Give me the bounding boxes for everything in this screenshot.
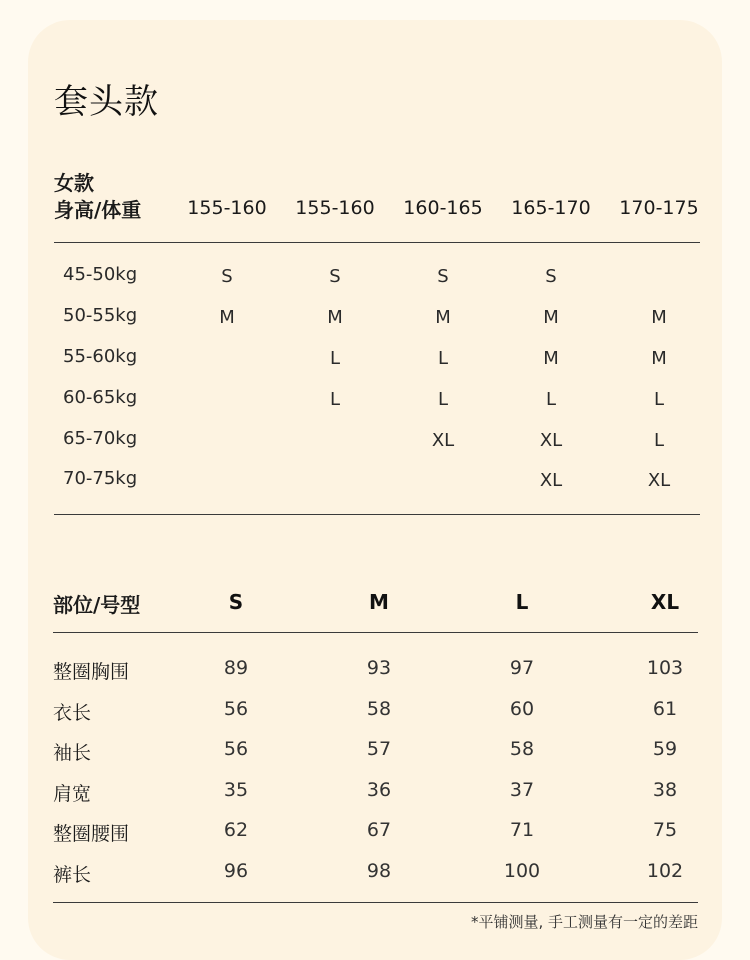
measurement-value: 57 bbox=[366, 738, 392, 760]
weight-range-label: 60-65kg bbox=[63, 387, 138, 408]
height-range-header: 155-160 bbox=[295, 197, 375, 219]
measurement-part-label: 袖长 bbox=[53, 742, 92, 764]
height-range-header: 170-175 bbox=[619, 197, 699, 219]
table1-header-line1: 女款 bbox=[54, 171, 94, 195]
size-column-header: L bbox=[515, 590, 529, 614]
measurement-part-label: 衣长 bbox=[53, 702, 92, 724]
size-cell: S bbox=[545, 266, 557, 287]
measurement-part-label: 整圈胸围 bbox=[53, 661, 130, 683]
table1-header-line2: 身高/体重 bbox=[54, 198, 142, 222]
size-cell: XL bbox=[539, 470, 563, 491]
weight-range-label: 70-75kg bbox=[63, 468, 138, 489]
measurement-value: 102 bbox=[646, 860, 684, 882]
size-cell: L bbox=[437, 389, 449, 410]
measurement-part-label: 裤长 bbox=[53, 864, 92, 886]
table2-bottom-rule bbox=[53, 902, 698, 903]
measurement-value: 59 bbox=[652, 738, 678, 760]
table1-bottom-rule bbox=[54, 514, 700, 515]
table1-top-rule bbox=[54, 242, 700, 243]
measurement-value: 36 bbox=[366, 779, 392, 801]
measurement-value: 75 bbox=[652, 819, 678, 841]
size-cell: M bbox=[327, 307, 343, 328]
size-cell: M bbox=[435, 307, 451, 328]
measurement-value: 61 bbox=[652, 698, 678, 720]
measurement-value: 89 bbox=[223, 657, 249, 679]
measurement-part-label: 整圈腰围 bbox=[53, 823, 130, 845]
measurement-value: 62 bbox=[223, 819, 249, 841]
measurement-value: 35 bbox=[223, 779, 249, 801]
measurement-value: 67 bbox=[366, 819, 392, 841]
size-cell: L bbox=[437, 348, 449, 369]
size-cell: XL bbox=[647, 470, 671, 491]
measurement-value: 60 bbox=[509, 698, 535, 720]
size-cell: S bbox=[329, 266, 341, 287]
measurement-value: 98 bbox=[366, 860, 392, 882]
measurement-value: 96 bbox=[223, 860, 249, 882]
size-column-header: M bbox=[369, 590, 389, 614]
page-title: 套头款 bbox=[54, 82, 159, 122]
measurement-value: 58 bbox=[366, 698, 392, 720]
measurement-value: 58 bbox=[509, 738, 535, 760]
measurement-value: 38 bbox=[652, 779, 678, 801]
size-cell: XL bbox=[539, 430, 563, 451]
measurement-value: 97 bbox=[509, 657, 535, 679]
size-cell: XL bbox=[431, 430, 455, 451]
weight-range-label: 50-55kg bbox=[63, 305, 138, 326]
table2-top-rule bbox=[53, 632, 698, 633]
size-cell: L bbox=[653, 389, 665, 410]
size-cell: S bbox=[221, 266, 233, 287]
size-cell: L bbox=[329, 348, 341, 369]
size-column-header: XL bbox=[650, 590, 680, 614]
measurement-value: 71 bbox=[509, 819, 535, 841]
size-cell: M bbox=[651, 307, 667, 328]
height-range-header: 155-160 bbox=[187, 197, 267, 219]
table2-header-label: 部位/号型 bbox=[53, 593, 141, 617]
measurement-value: 93 bbox=[366, 657, 392, 679]
measurement-value: 37 bbox=[509, 779, 535, 801]
size-cell: M bbox=[651, 348, 667, 369]
measurement-value: 103 bbox=[646, 657, 684, 679]
size-cell: L bbox=[329, 389, 341, 410]
height-range-header: 165-170 bbox=[511, 197, 591, 219]
size-cell: L bbox=[653, 430, 665, 451]
weight-range-label: 45-50kg bbox=[63, 264, 138, 285]
weight-range-label: 65-70kg bbox=[63, 428, 138, 449]
size-column-header: S bbox=[228, 590, 244, 614]
size-cell: M bbox=[219, 307, 235, 328]
measurement-value: 56 bbox=[223, 698, 249, 720]
measurement-note: *平铺测量, 手工测量有一定的差距 bbox=[470, 913, 698, 931]
size-cell: M bbox=[543, 348, 559, 369]
size-cell: S bbox=[437, 266, 449, 287]
weight-range-label: 55-60kg bbox=[63, 346, 138, 367]
height-range-header: 160-165 bbox=[403, 197, 483, 219]
measurement-value: 100 bbox=[503, 860, 541, 882]
measurement-part-label: 肩宽 bbox=[53, 783, 92, 805]
size-cell: M bbox=[543, 307, 559, 328]
measurement-value: 56 bbox=[223, 738, 249, 760]
size-cell: L bbox=[545, 389, 557, 410]
